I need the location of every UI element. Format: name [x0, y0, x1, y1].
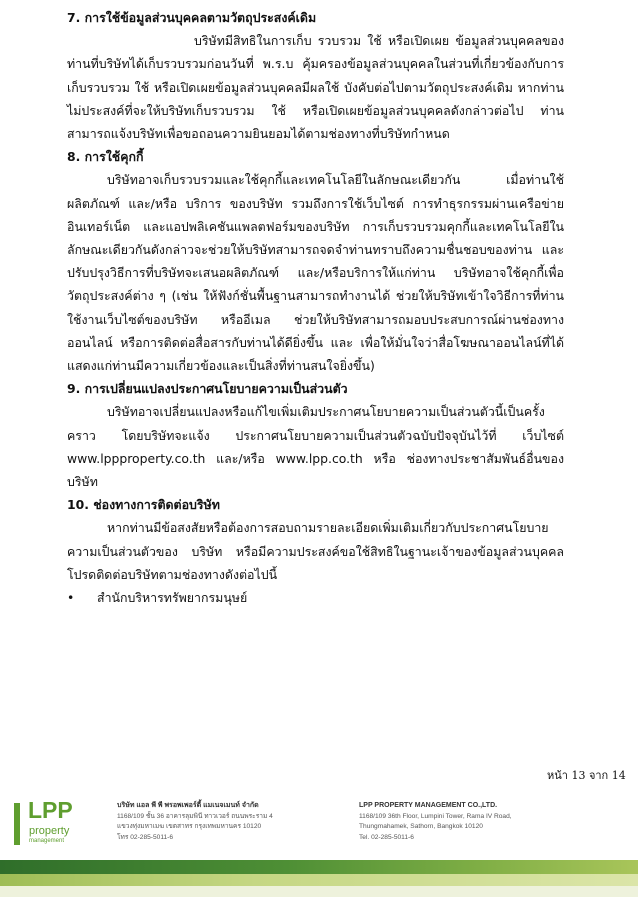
logo-subtitle-small: management — [29, 838, 65, 844]
thai-address-line-1: 1168/109 ชั้น 36 อาคารลุมพินี ทาวเวอร์ ถนนพระราม 4 — [117, 812, 273, 820]
footer-stripe-light — [0, 874, 638, 886]
logo-subtitle: property — [29, 825, 70, 837]
lpp-logo — [14, 797, 94, 849]
english-address-line-2: Thungmahamek, Sathorn, Bangkok 10120 — [359, 823, 483, 830]
english-company-name: LPP PROPERTY MANAGEMENT CO.,LTD. — [359, 802, 498, 809]
section-8-heading: 8. การใช้คุกกี้ — [67, 149, 144, 165]
logo-wordmark: LPP — [28, 797, 73, 823]
section-7-paragraph: บริษัทมีสิทธิในการเก็บ รวบรวม ใช้ หรือเปิดเผย ข้อมูลส่วนบุคคลของท่านที่บริษัทได้เก็บรวบรวมก่อนวันที่ พ.ร.บ คุ้มครองข้อมูลส่วนบุคคลในส่วนที่เกี่ยวข้องกับการเก็บรวบรวม ใช้ หรือเปิดเผยข้อมูลส่วนบุคคลมีผลใช้ บังคับต่อไปตามวัตถุประสงค์เดิม หากท่านไม่ประสงค์ที่จะให้บริษัทเก็บรวบรวม ใช้ หรือเปิดเผยข้อมูลส่วนบุคคลดังกล่าวต่อไป ท่านสามารถแจ้งบริษัทเพื่อขอถอนความยินยอมได้ตามช่องทางที่บริษัทกำหนด — [67, 33, 564, 142]
section-10-heading: 10. ช่องทางการติดต่อบริษัท — [67, 497, 220, 513]
page-footer — [0, 795, 638, 855]
thai-phone: โทร 02-285-5011-6 — [117, 833, 174, 841]
section-8-paragraph: บริษัทอาจเก็บรวบรวมและใช้คุกกี้และเทคโนโลยีในลักษณะเดียวกัน เมื่อท่านใช้ผลิตภัณฑ์ และ/หรือ บริการ ของบริษัท รวมถึงการใช้เว็บไซต์ การทำธุรกรรมผ่านเครือข่ายอินเทอร์เน็ต และแอปพลิเคชันแพลตฟอร์มของบริษัท การเก็บรวบรวมคุกกี้และเทคโนโลยีในลักษณะเดียวกันดังกล่าวจะช่วยให้บริษัทสามารถจดจำท่านทราบถึงความชื่นชอบของท่าน และปรับปรุงวิธีการที่บริษัทจะเสนอผลิตภัณฑ์ และ/หรือบริการให้แก่ท่าน บริษัทอาจใช้คุกกี้เพื่อวัตถุประสงค์ต่าง ๆ (เช่น ให้ฟังก์ชั่นพื้นฐานสามารถทำงานได้ ช่วยให้บริษัทเข้าใจวิธีการที่ท่านใช้งานเว็บไซต์ของบริษัท หรืออีเมล ช่วยให้บริษัทสามารถมอบประสบการณ์ผ่านช่องทางออนไลน์ หรือการติดต่อสื่อสารกับท่านได้ดียิ่งขึ้น และ เพื่อให้มั่นใจว่าสื่อโฆษณาออนไลน์ที่ได้แสดงแก่ท่านมีความเกี่ยวข้องและเป็นสิ่งที่ท่านสนใจยิ่งขึ้น) — [67, 172, 564, 374]
section-9-heading: 9. การเปลี่ยนแปลงประกาศนโยบายความเป็นส่วนตัว — [67, 381, 348, 397]
thai-address-line-2: แขวงทุ่งมหาเมฆ เขตสาทร กรุงเทพมหานคร 10120 — [117, 823, 262, 830]
english-phone: Tel. 02-285-5011-6 — [359, 833, 414, 841]
english-address-block — [359, 801, 579, 843]
section-7-heading: 7. การใช้ข้อมูลส่วนบุคคลตามวัตถุประสงค์เดิม — [67, 10, 317, 25]
footer-stripe-dark — [0, 860, 638, 874]
page-number: หน้า 13 จาก 14 — [547, 769, 626, 782]
section-10-paragraph: หากท่านมีข้อสงสัยหรือต้องการสอบถามรายละเอียดเพิ่มเติมเกี่ยวกับประกาศนโยบายความเป็นส่วนตัวของ บริษัท หรือมีความประสงค์ขอใช้สิทธิในฐานะเจ้าของข้อมูลส่วนบุคคลโปรดติดต่อบริษัทตามช่องทางดังต่อไปนี้ — [67, 520, 564, 582]
footer-stripe-pale — [0, 886, 638, 897]
thai-address-block — [117, 801, 317, 843]
document-body — [67, 6, 564, 609]
bullet-icon: • — [67, 590, 75, 606]
english-address-line-1: 1168/109 36th Floor, Lumpini Tower, Rama IV Road, — [359, 812, 512, 820]
logo-bar-icon — [14, 803, 20, 845]
contact-list-item — [67, 586, 564, 609]
contact-list-item-label: สำนักบริหารทรัพยากรมนุษย์ — [97, 590, 248, 606]
section-9-paragraph: บริษัทอาจเปลี่ยนแปลงหรือแก้ไขเพิ่มเติมประกาศนโยบายความเป็นส่วนตัวนี้เป็นครั้งคราว โดยบริษัทจะแจ้ง ประกาศนโยบายความเป็นส่วนตัวฉบับปัจจุบันไว้ที่ เว็บไซต์ www.lppproperty.co.th และ/หรือ www.lpp.co.th หรือ ช่องทางประชาสัมพันธ์อื่นของบริษัท — [67, 404, 564, 490]
thai-company-name: บริษัท แอล พี พี พรอพเพอร์ตี้ แมเนจเมนท์ จำกัด — [117, 802, 259, 809]
